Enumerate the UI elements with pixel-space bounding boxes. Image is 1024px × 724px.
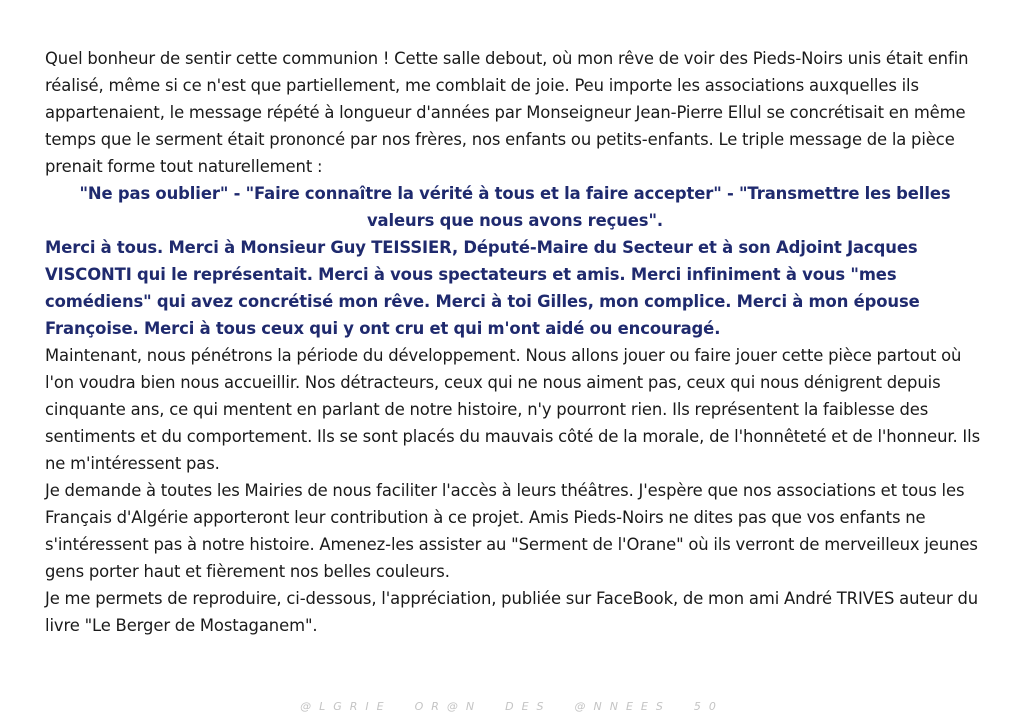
paragraph-intro: Quel bonheur de sentir cette communion ! Cette salle debout, où mon rêve de voir des Pieds-Noirs unis était enfin réalisé, même si ce n'est que partiellement, me comblait de joie. Peu importe les associations auxquelles ils appartenaient, le message répété à longueur d'années par Monseigneur Jean-Pierre Ellul se concrétisait en même temps que le serment était prononcé par nos frères, nos enfants ou petits-enfants. Le triple message de la pièce prenait forme tout naturellement :	[45, 49, 969, 176]
triple-message: "Ne pas oublier" - "Faire connaître la vérité à tous et la faire accepter" - "Transmettre les belles valeurs que nous avons reçues".	[79, 184, 951, 230]
thanks-paragraph: Merci à tous. Merci à Monsieur Guy TEISSIER, Député-Maire du Secteur et à son Adjoint Jacques VISCONTI qui le représentait. Merci à vous spectateurs et amis. Merci infiniment à vous "mes comédiens" qui avez concrétisé mon rêve. Merci à toi Gilles, mon complice. Merci à mon épouse Françoise. Merci à tous ceux qui y ont cru et qui m'ont aidé ou encouragé.	[45, 238, 920, 338]
paragraph-mairies: Je demande à toutes les Mairies de nous faciliter l'accès à leurs théâtres. J'espère que nos associations et tous les Français d'Algérie apporteront leur contribution à ce projet. Amis Pieds-Noirs ne dites pas que vos enfants ne s'intéressent pas à notre histoire. Amenez-les assister au "Serment de l'Orane" où ils verront de merveilleux jeunes gens porter haut et fièrement nos belles couleurs.	[45, 481, 978, 581]
document-body	[45, 45, 985, 639]
paragraph-development: Maintenant, nous pénétrons la période du développement. Nous allons jouer ou faire jouer cette pièce partout où l'on voudra bien nous accueillir. Nos détracteurs, ceux qui ne nous aiment pas, ceux qui nous dénigrent depuis cinquante ans, ce qui mentent en parlant de notre histoire, n'y pourront rien. Ils représentent la faiblesse des sentiments et du comportement. Ils se sont placés du mauvais côté de la morale, de l'honnêteté et de l'honneur. Ils ne m'intéressent pas.	[45, 346, 981, 473]
footer-watermark: @LGRIE OR@N DES @NNEES 50	[300, 700, 724, 713]
paragraph-quote-intro: Je me permets de reproduire, ci-dessous, l'appréciation, publiée sur FaceBook, de mon ami André TRIVES auteur du livre "Le Berger de Mostaganem".	[45, 589, 979, 635]
